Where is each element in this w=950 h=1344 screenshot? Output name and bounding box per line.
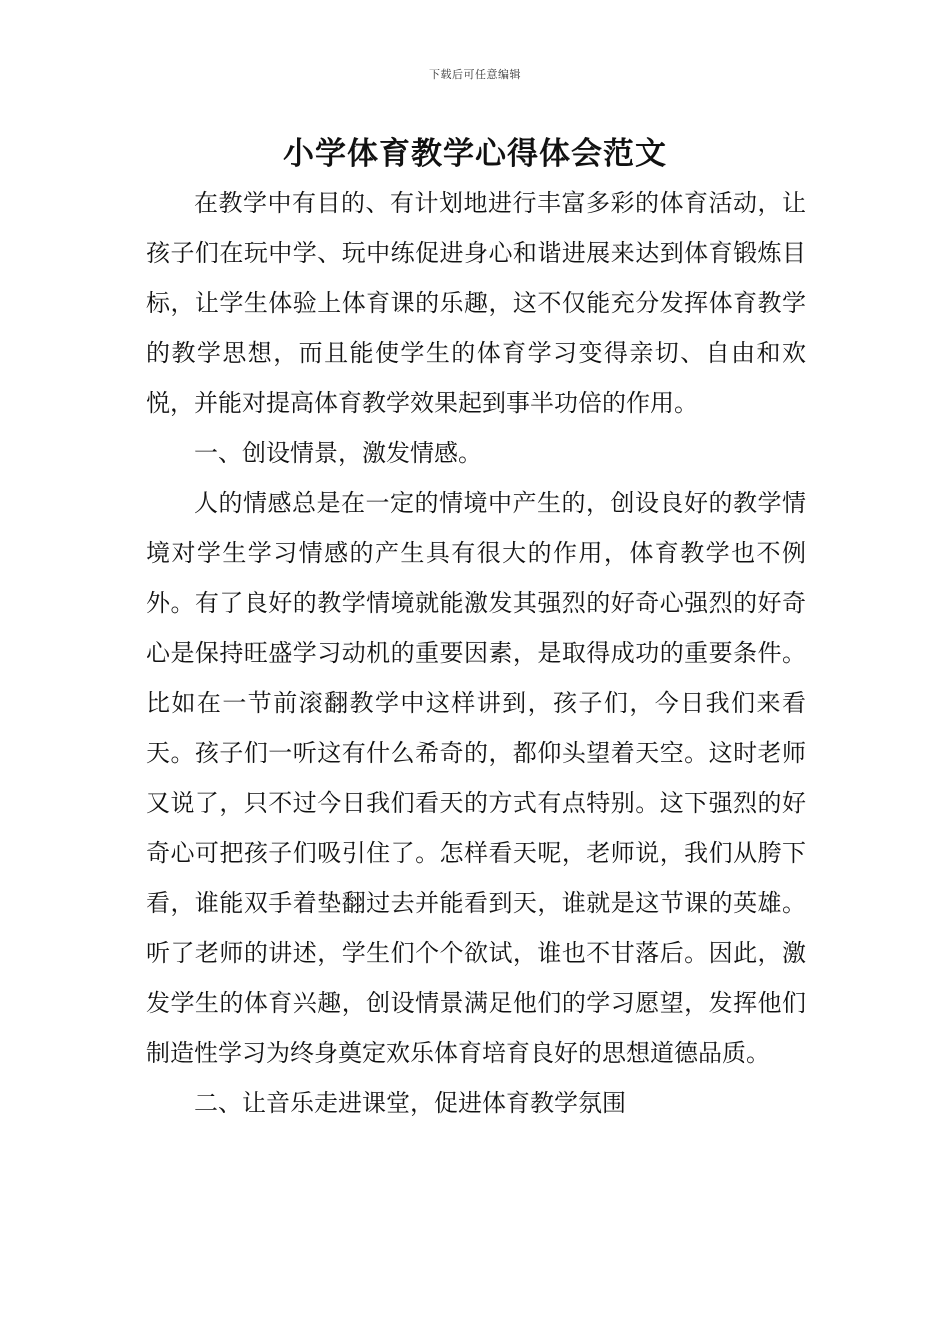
- paragraph-section-1: 人的情感总是在一定的情境中产生的，创设良好的教学情境对学生学习情感的产生具有很大的作用，体育教学也不例外。有了良好的教学情境就能激发其强烈的好奇心强烈的好奇心是保持旺盛学习动机的重要因素，是取得成功的重要条件。比如在一节前滚翻教学中这样讲到，孩子们，今日我们来看天。孩子们一听这有什么希奇的，都仰头望着天空。这时老师又说了，只不过今日我们看天的方式有点特别。这下强烈的好奇心可把孩子们吸引住了。怎样看天呢，老师说，我们从胯下看，谁能双手着垫翻过去并能看到天，谁就是这节课的英雄。听了老师的讲述，学生们个个欲试，谁也不甘落后。因此，激发学生的体育兴趣，创设情景满足他们的学习愿望，发挥他们制造性学习为终身奠定欢乐体育培育良好的思想道德品质。: [146, 489, 806, 1067]
- document-body: [146, 178, 806, 1128]
- paragraph-intro: 在教学中有目的、有计划地进行丰富多彩的体育活动，让孩子们在玩中学、玩中练促进身心和谐进展来达到体育锻炼目标，让学生体验上体育课的乐趣，这不仅能充分发挥体育教学的教学思想，而且能使学生的体育学习变得亲切、自由和欢悦，并能对提高体育教学效果起到事半功倍的作用。: [146, 189, 806, 417]
- header-note: 下载后可任意编辑: [429, 68, 521, 81]
- document-title: 小学体育教学心得体会范文: [283, 136, 667, 172]
- section-heading-1: 一、创设情景，激发情感。: [194, 439, 482, 467]
- section-heading-2: 二、让音乐走进课堂，促进体育教学氛围: [194, 1089, 626, 1117]
